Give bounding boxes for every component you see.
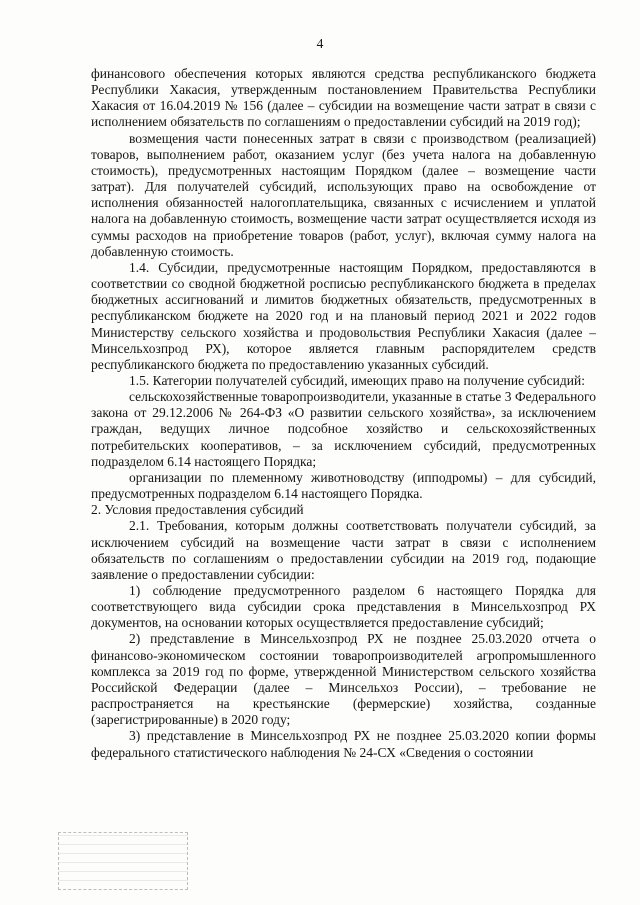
paragraph: организации по племенному животноводству (ипподромы) – для субсидий, предусмотренных подразделом 6.14 настоящего Порядка. [91,469,596,502]
paragraph-2-1: 2.1. Требования, которым должны соответствовать получатели субсидий, за исключением субсидий на возмещение части затрат в связи с исполнением обязательств по соглашениям о предоставлении субсидии на 2019 год, подающие заявление о предоставлении субсидии: [91,518,596,582]
paragraph-1-4: 1.4. Субсидии, предусмотренные настоящим Порядком, предоставляются в соответствии со сводной бюджетной росписью республиканского бюджета в пределах бюджетных ассигнований и лимитов бюджетных обязательств, предусмотренных в республиканском бюджете на 2020 год и на плановый период 2021 и 2022 годов Министерству сельского хозяйства и продовольствия Республики Хакасия (далее – Минсельхозпрод РХ), которое является главным распорядителем средств республиканского бюджета по предоставлению указанных субсидий. [91,259,596,372]
paragraph-1-5: 1.5. Категории получателей субсидий, имеющих право на получение субсидий: [129,372,585,388]
section-title: 2. Условия предоставления субсидий [91,502,304,518]
paragraph: возмещения части понесенных затрат в связи с производством (реализацией) товаров, выполнением работ, оказанием услуг (без учета налога на добавленную стоимость), предусмотренных настоящим Порядком (далее – возмещение части затрат). Для получателей субсидий, использующих право на освобождение от исполнения обязанностей налогоплательщика, связанных с исчислением и уплатой налога на добавленную стоимость, возмещение части затрат осуществляется исходя из суммы расходов на приобретение товаров (работ, услуг), включая сумму налога на добавленную стоимость. [91,130,596,259]
list-item: 3) представление в Минсельхозпрод РХ не позднее 25.03.2020 копии формы федерального статистического наблюдения № 24-СХ «Сведения о состоянии [91,728,596,760]
document-body [91,66,596,761]
list-item: 1) соблюдение предусмотренного разделом 6 настоящего Порядка для соответствующего вида субсидии срока представления в Минсельхозпрод РХ документов, на основании которых осуществляется предоставление субсидий; [91,583,596,631]
faded-stamp [58,832,188,890]
paragraph: сельскохозяйственные товаропроизводители, указанные в статье 3 Федерального закона от 29.12.2006 № 264-ФЗ «О развитии сельского хозяйства», за исключением граждан, ведущих личное подсобное хозяйство и сельскохозяйственных потребительских кооперативов, – за исключением субсидий, предусмотренных подразделом 6.14 настоящего Порядка; [91,389,596,469]
page-number: 4 [316,36,324,51]
list-item: 2) представление в Минсельхозпрод РХ не позднее 25.03.2020 отчета о финансово-экономическом состоянии товаропроизводителей агропромышленного комплекса за 2019 год по форме, утвержденной Министерством сельского хозяйства Российской Федерации (далее – Минсельхоз России), – требование не распространяется на крестьянские (фермерские) хозяйства, созданные (зарегистрированные) в 2020 году; [91,631,596,728]
paragraph-continuation: финансового обеспечения которых являются средства республиканского бюджета Республики Хакасия, утвержденным постановлением Правительства Республики Хакасия от 16.04.2019 № 156 (далее – субсидии на возмещение части затрат в связи с исполнением обязательств по соглашениям о предоставлении субсидий на 2019 год); [91,66,596,130]
